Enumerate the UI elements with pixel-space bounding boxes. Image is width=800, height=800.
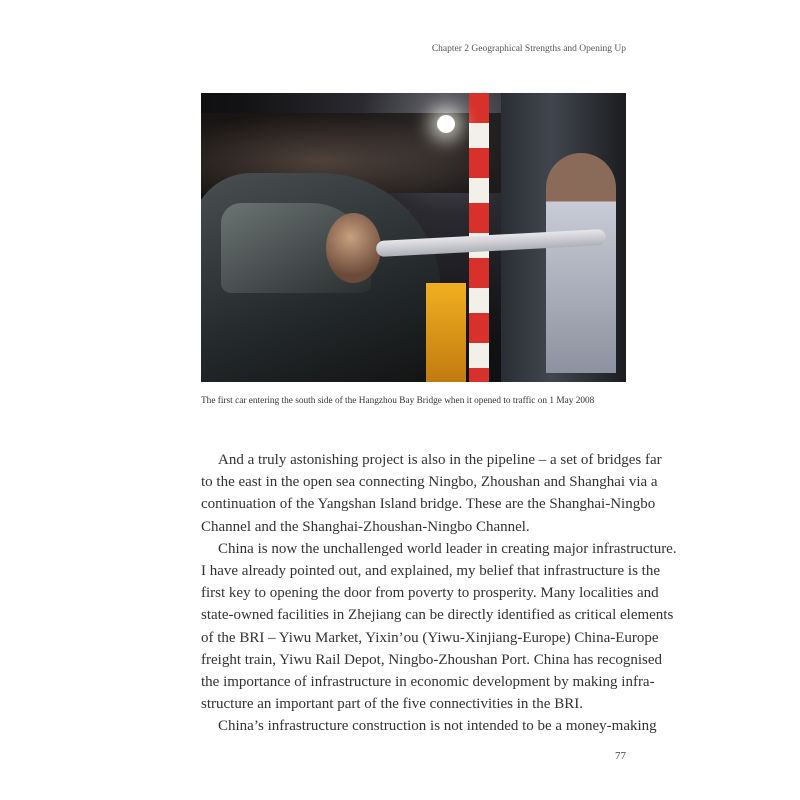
paragraph-2: [201, 538, 677, 716]
toll-attendant: [546, 153, 616, 373]
text-line: Channel and the Shanghai-Zhoushan-Ningbo Channel.: [201, 518, 530, 535]
paragraph-1: [201, 449, 662, 538]
text-line: first key to opening the door from poverty to prosperity. Many localities and: [201, 585, 659, 602]
text-line: of the BRI – Yiwu Market, Yixin’ou (Yiwu-Xinjiang-Europe) China-Europe: [201, 629, 659, 646]
figure-caption: The first car entering the south side of the Hangzhou Bay Bridge when it opened to traffic on 1 May 2008: [201, 396, 595, 406]
text-line: And a truly astonishing project is also in the pipeline – a set of bridges far: [218, 452, 662, 468]
text-line: China is now the unchallenged world leader in creating major infrastructure.: [218, 540, 677, 557]
text-line: to the east in the open sea connecting Ningbo, Zhoushan and Shanghai via a: [201, 474, 658, 491]
text-line: China’s infrastructure construction is not intended to be a money-making: [218, 718, 657, 735]
text-line: I have already pointed out, and explained, my belief that infrastructure is the: [201, 563, 661, 580]
text-line: freight train, Yiwu Rail Depot, Ningbo-Zhoushan Port. China has recognised: [201, 651, 663, 668]
running-head: Chapter 2 Geographical Strengths and Opening Up: [431, 44, 626, 54]
text-line: state-owned facilities in Zhejiang can be directly identified as critical elements: [201, 607, 674, 624]
text-line: structure an important part of the five connectivities in the BRI.: [201, 696, 583, 713]
text-line: the importance of infrastructure in economic development by making infra-: [201, 674, 655, 691]
paragraph-3: [201, 715, 657, 737]
body-text: [201, 449, 677, 738]
barrier: [426, 283, 466, 382]
driver: [326, 213, 381, 283]
text-line: continuation of the Yangshan Island bridge. These are the Shanghai-Ningbo: [201, 496, 656, 513]
photo-hangzhou-bay-bridge-toll: [201, 93, 626, 382]
flash-light: [437, 115, 455, 133]
page-number: 77: [615, 750, 626, 762]
